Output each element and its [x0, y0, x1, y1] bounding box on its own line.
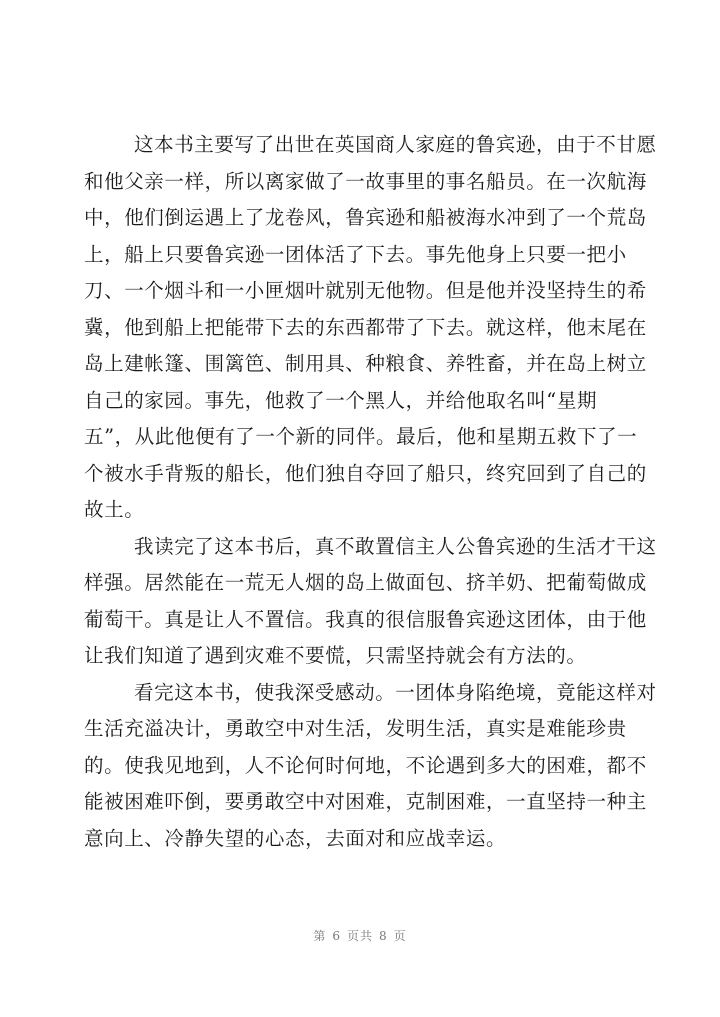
text-line: 岛上建帐篷、围篱笆、制用具、种粮食、养牲畜，并在岛上树立 — [84, 352, 647, 375]
text-line: 个被水手背叛的船长，他们独自夺回了船只，终究回到了自己的 — [84, 461, 647, 485]
body-text — [84, 127, 657, 857]
total-page-count: 8 — [379, 929, 388, 943]
text-line: 意向上、冷静失望的心态，去面对和应战幸运。 — [84, 826, 507, 850]
page-number-suffix: 页 — [393, 929, 407, 943]
text-line: 刀、一个烟斗和一小匣烟叶就别无他物。但是他并没坚持生的希 — [84, 279, 647, 302]
page-number-middle: 页共 — [346, 929, 373, 943]
text-line: 自己的家园。事先，他救了一个黑人，并给他取名叫“星期 — [84, 388, 598, 412]
text-line: 和他父亲一样，所以离家做了一故事里的事名船员。在一次航海 — [84, 169, 647, 193]
text-line: 能被困难吓倒，要勇敢空中对困难，克制困难，一直坚持一种主 — [84, 790, 647, 813]
text-line: 故土。 — [84, 498, 145, 521]
text-line: 我读完了这本书后，真不敢置信主人公鲁宾逊的生活才干这 — [134, 534, 657, 558]
text-line: 冀，他到船上把能带下去的东西都带了下去。就这样，他末尾在 — [84, 315, 647, 339]
text-line: 中，他们倒运遇上了龙卷风，鲁宾逊和船被海水冲到了一个荒岛 — [84, 206, 647, 229]
page-number-prefix: 第 — [313, 929, 327, 943]
text-line: 样强。居然能在一荒无人烟的岛上做面包、挤羊奶、把葡萄做成 — [84, 571, 647, 594]
text-line: 的。使我见地到，人不论何时何地，不论遇到多大的困难，都不 — [84, 753, 647, 777]
paragraph-3 — [84, 675, 657, 858]
text-line: 看完这本书，使我深受感动。一团体身陷绝境，竟能这样对 — [134, 680, 657, 704]
paragraph-2 — [84, 529, 657, 675]
text-line: 五”，从此他便有了一个新的同伴。最后，他和星期五救下了一 — [84, 425, 638, 448]
text-line: 这本书主要写了出世在英国商人家庭的鲁宾逊，由于不甘愿 — [134, 133, 657, 156]
text-line: 上，船上只要鲁宾逊一团体活了下去。事先他身上只要一把小 — [84, 242, 627, 266]
current-page-number: 6 — [332, 929, 341, 943]
page-footer — [0, 927, 720, 944]
text-line: 葡萄干。真是让人不置信。我真的很信服鲁宾逊这团体，由于他 — [84, 607, 647, 631]
text-line: 让我们知道了遇到灾难不要慌，只需坚持就会有方法的。 — [84, 644, 587, 667]
paragraph-1 — [84, 127, 657, 529]
text-line: 生活充溢决计，勇敢空中对生活，发明生活，真实是难能珍贵 — [84, 717, 627, 740]
